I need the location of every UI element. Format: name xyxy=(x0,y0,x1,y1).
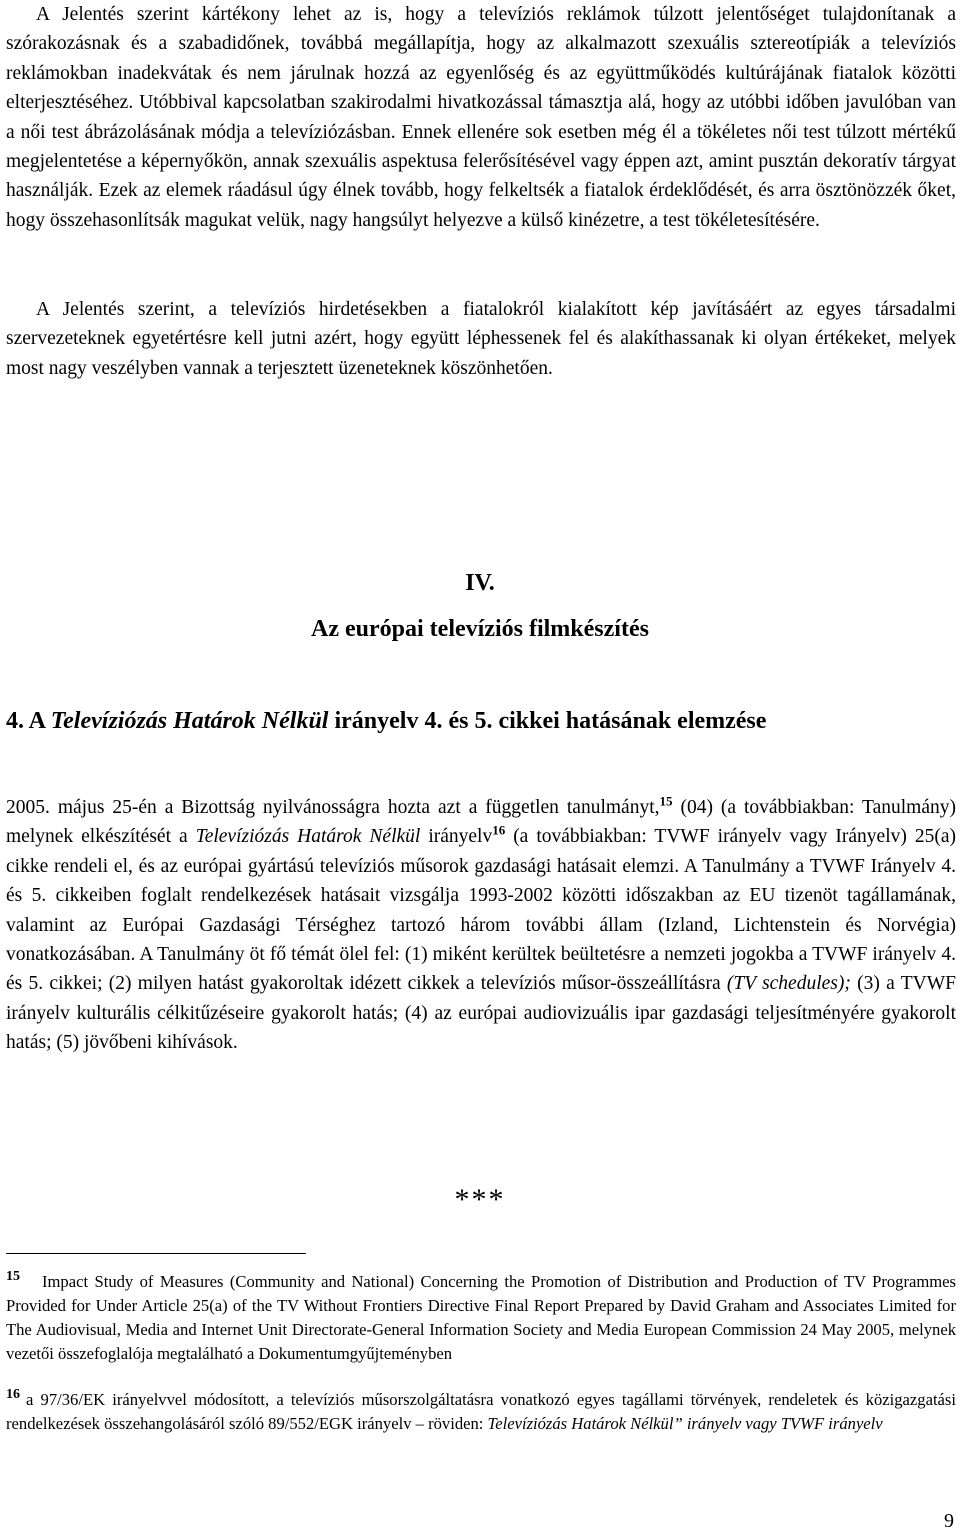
section-heading-prefix: 4. A xyxy=(6,708,51,734)
section-heading-suffix: irányelv 4. és 5. cikkei hatásának elemzése xyxy=(328,708,767,734)
body-paragraph-3 xyxy=(6,793,956,1058)
paragraph-3-text-b: (04) (a továbbiakban: Tanulmány) melynek elkészítését a xyxy=(6,797,956,848)
footnote-ref-16[interactable]: 16 xyxy=(492,822,506,838)
footnote-ref-15[interactable]: 15 xyxy=(659,793,673,809)
part-title-heading: Az európai televíziós filmkészítés xyxy=(311,616,649,642)
paragraph-3-italic-1: Televíziózás Határok Nélkül xyxy=(195,826,421,848)
footnote-16-mark: 16 xyxy=(6,1387,20,1403)
footnote-16 xyxy=(6,1388,956,1436)
page-number: 9 xyxy=(944,1510,954,1532)
paragraph-2-text: A Jelentés szerint, a televíziós hirdetésekben a fiatalokról kialakított kép javításáért az egyes társadalmi szervezeteknek egyetértésre kell jutni azért, hogy együtt léphessenek fel és alakíthassanak ki olyan értékeket, melyek most nagy veszélyben vannak a terjesztett üzeneteknek köszönhetően. xyxy=(6,299,956,379)
paragraph-3-text-c: irányelv xyxy=(420,826,493,848)
paragraph-1-text: A Jelentés szerint kártékony lehet az is, hogy a televíziós reklámok túlzott jelentőséget tulajdonítanak a szórakozásnak és a szabadidőnek, továbbá megállapítja, hogy az alkalmazott szexuális sztereotípiák a televíziós reklámokban inadekvátak és nem járulnak hozzá az egyenlőség és az együttműködés kultúrájának fiatalok közötti elterjesztéséhez. Utóbbival kapcsolatban szakirodalmi hivatkozással támasztja alá, hogy az utóbbi időben javulóban van a női test ábrázolásának módja a televíziózásban. Ennek ellenére sok esetben még él a tökéletes női test túlzott mértékű megjelentetése a képernyőkön, annak szexuális aspektusa felerősítésével vagy éppen azt, amint pusztán dekoratív tárgyat használják. Ezek az elemek ráadásul úgy élnek tovább, hogy felkeltsék a fiatalok érdeklődését, és arra ösztönözzék őket, hogy összehasonlítsák magukat velük, nagy hangsúlyt helyezve a külső kinézetre, a test tökéletesítésére. xyxy=(6,4,956,231)
footnote-15-mark: 15 xyxy=(6,1269,20,1285)
section-heading xyxy=(6,704,766,738)
footnote-divider xyxy=(6,1253,306,1254)
paragraph-3-text-a: 2005. május 25-én a Bizottság nyilvánosságra hozta azt a független tanulmányt, xyxy=(6,797,660,818)
part-number-heading: IV. xyxy=(465,570,495,596)
section-heading-italic: Televíziózás Határok Nélkül xyxy=(50,708,329,734)
section-separator: *** xyxy=(454,1183,506,1216)
body-paragraph-2 xyxy=(6,295,956,383)
footnote-15-text: Impact Study of Measures (Community and National) Concerning the Promotion of Distribution and Production of TV Programmes Provided for Under Article 25(a) of the TV Without Frontiers Directive Final Report Prepared by David Graham and Associates Limited for The Audiovisual, Media and Internet Unit Directorate-General Information Society and Media European Commission 24 May 2005, melynek vezetői összefoglalója megtalálható a Dokumentumgyűjteményben xyxy=(6,1272,956,1363)
footnote-16-text: a 97/36/EK irányelvvel módosított, a televíziós műsorszolgáltatásra vonatkozó egyes tagállami törvények, rendeletek és közigazgatási rendelkezések összehangolásáról szóló 89/552/EGK irányelv – röviden: xyxy=(6,1390,956,1433)
paragraph-3-italic-2: (TV schedules); xyxy=(726,973,851,995)
footnote-16-italic: Televíziózás Határok Nélkül” irányelv vagy TVWF irányelv xyxy=(487,1414,883,1433)
footnote-15 xyxy=(6,1270,956,1366)
paragraph-3-text-d: (a továbbiakban: TVWF irányelv vagy Irányelv) 25(a) cikke rendeli el, és az európai gyártású televíziós műsorok gazdasági hatásait elemzi. A Tanulmány a TVWF Irányelv 4. és 5. cikkeiben foglalt rendelkezések hatásait vizsgálja 1993-2002 közötti időszakban az EU tizenöt tagállamának, valamint az Európai Gazdasági Térséghez tartozó három további állam (Izland, Lichtenstein és Norvégia) vonatkozásában. A Tanulmány öt fő témát ölel fel: (1) miként kerültek beültetésre a nemzeti jogokba a TVWF irányelv 4. és 5. cikkei; (2) milyen hatást gyakoroltak idézett cikkek a televíziós műsor-összeállításra xyxy=(6,826,956,995)
paragraph-3-text-e: (3) a TVWF irányelv kulturális célkitűzéseire gyakorolt hatás; (4) az európai audiovizuális ipar gazdasági teljesítményére gyakorolt hatás; (5) jövőbeni kihívások. xyxy=(6,973,956,1054)
body-paragraph-1 xyxy=(6,0,956,235)
